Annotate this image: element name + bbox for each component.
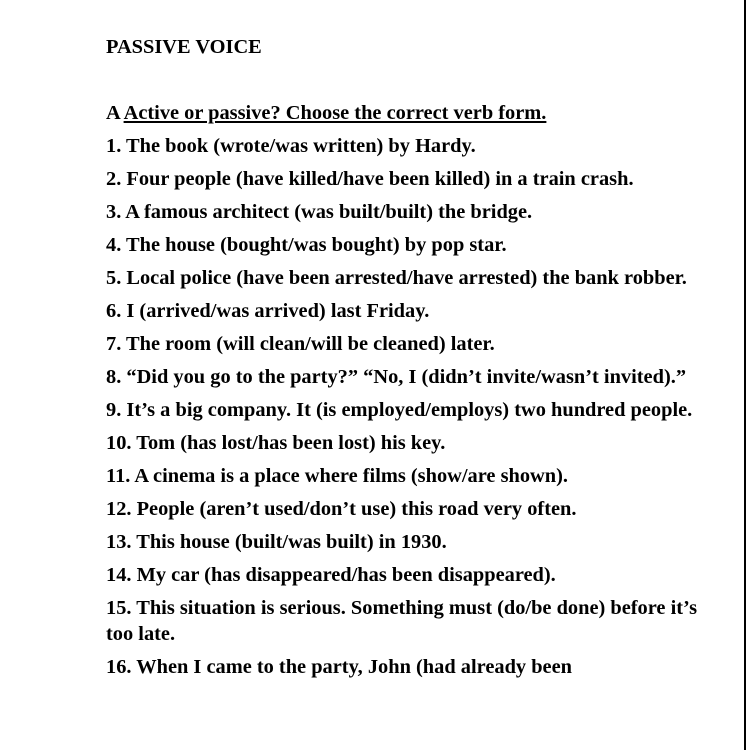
exercise-item-8: 8. “Did you go to the party?” “No, I (didn’t invite/wasn’t invited).” [106,366,687,388]
exercise-item-5: 5. Local police (have been arrested/have arrested) the bank robber. [106,267,687,289]
exercise-item-13: 13. This house (built/was built) in 1930. [106,531,447,553]
exercise-item-3: 3. A famous architect (was built/built) the bridge. [106,201,533,223]
exercise-instruction [106,100,740,126]
worksheet-content [106,34,740,687]
exercise-item-6: 6. I (arrived/was arrived) last Friday. [106,300,430,322]
exercise-item-2: 2. Four people (have killed/have been killed) in a train crash. [106,168,634,190]
exercise-list [106,133,740,680]
exercise-item-14: 14. My car (has disappeared/has been disappeared). [106,564,556,586]
instruction-text: Active or passive? Choose the correct verb form. [123,102,547,124]
exercise-item-10: 10. Tom (has lost/has been lost) his key. [106,432,446,454]
exercise-item-12: 12. People (aren’t used/don’t use) this road very often. [106,498,577,520]
page-edge-border [744,0,746,750]
exercise-item-9: 9. It’s a big company. It (is employed/employs) two hundred people. [106,399,693,421]
exercise-item-15: 15. This situation is serious. Something must (do/be done) before it’s too late. [106,597,698,645]
exercise-item-4: 4. The house (bought/was bought) by pop star. [106,234,507,256]
exercise-item-1: 1. The book (wrote/was written) by Hardy. [106,135,476,157]
page-title: PASSIVE VOICE [106,36,262,58]
exercise-item-7: 7. The room (will clean/will be cleaned) later. [106,333,495,355]
exercise-item-16: 16. When I came to the party, John (had already been [106,656,572,678]
exercise-item-11: 11. A cinema is a place where films (show/are shown). [106,465,568,487]
section-letter: A [106,102,120,124]
